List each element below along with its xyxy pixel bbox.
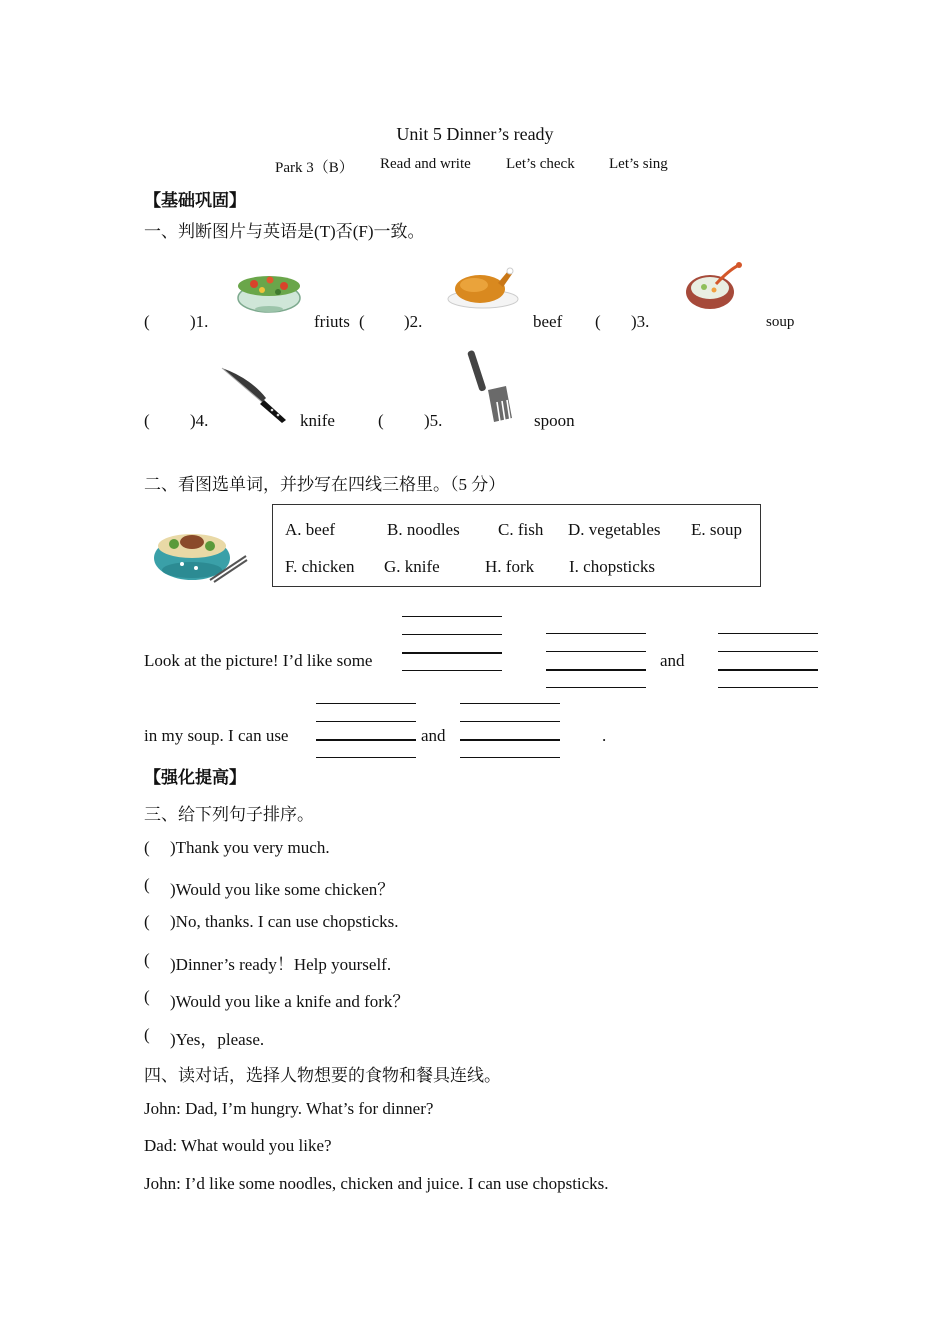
q1-item2-word: beef xyxy=(533,312,563,331)
option-d: D. vegetables xyxy=(568,520,661,539)
roast-chicken-icon xyxy=(446,265,520,309)
q3-sentence-2: )Would you like some chicken？ xyxy=(170,880,395,899)
dialogue-line-1: John: Dad, I’m hungry. What’s for dinner? xyxy=(144,1099,434,1118)
writing-lines-3[interactable] xyxy=(718,633,818,687)
writing-lines-5[interactable] xyxy=(460,703,560,757)
soup-bowl-icon xyxy=(684,262,744,312)
q2-and-2: and xyxy=(421,726,446,745)
q2-sentence2-start: in my soup. I can use xyxy=(144,726,289,745)
q1-item4-number: )4. xyxy=(190,411,209,430)
q1-instruction: 一、判断图片与英语是(T)否(F)一致。 xyxy=(144,222,425,241)
q1-item1-word: friuts xyxy=(314,312,350,331)
q2-sentence1-start: Look at the picture! I’d like some xyxy=(144,651,373,670)
dialogue-line-2: Dad: What would you like? xyxy=(144,1136,332,1155)
q3-sentence-5: )Would you like a knife and fork？ xyxy=(170,992,410,1011)
option-c: C. fish xyxy=(498,520,544,539)
subtitle-part: Park 3（B） xyxy=(275,160,354,176)
q2-period: . xyxy=(602,726,607,745)
q2-and-1: and xyxy=(660,651,685,670)
section-basic-heading: 【基础巩固】 xyxy=(144,191,246,210)
q1-item3-paren: ( xyxy=(595,312,601,331)
fork-icon xyxy=(470,350,518,424)
option-g: G. knife xyxy=(384,557,440,576)
q3-paren-2: ( xyxy=(144,875,150,894)
writing-lines-2[interactable] xyxy=(546,633,646,687)
q1-item4-paren: ( xyxy=(144,411,150,430)
page-title: Unit 5 Dinner’s ready xyxy=(396,124,554,144)
writing-lines-4[interactable] xyxy=(316,703,416,757)
writing-lines-1[interactable] xyxy=(402,616,502,670)
option-b: B. noodles xyxy=(387,520,460,539)
noodle-bowl-icon xyxy=(152,520,248,584)
q1-item5-paren: ( xyxy=(378,411,384,430)
q1-item2-number: )2. xyxy=(404,312,423,331)
q3-paren-1: ( xyxy=(144,838,150,857)
q3-sentence-3: )No, thanks. I can use chopsticks. xyxy=(170,912,399,931)
q3-paren-4: ( xyxy=(144,950,150,969)
q1-item5-word: spoon xyxy=(534,411,575,430)
q1-item1-number: )1. xyxy=(190,312,209,331)
q2-instruction: 二、看图选单词，并抄写在四线三格里。（5 分） xyxy=(144,475,506,494)
option-a: A. beef xyxy=(285,520,336,539)
q3-paren-3: ( xyxy=(144,912,150,931)
q3-sentence-6: )Yes，please. xyxy=(170,1030,265,1049)
q1-item3-number: )3. xyxy=(631,312,650,331)
q3-instruction: 三、给下列句子排序。 xyxy=(144,805,314,824)
knife-icon xyxy=(220,366,290,424)
option-h: H. fork xyxy=(485,557,535,576)
section-advanced-heading: 【强化提高】 xyxy=(144,768,246,787)
q1-item3-word: soup xyxy=(766,314,795,330)
q1-item4-word: knife xyxy=(300,411,335,430)
q1-item1-paren: ( xyxy=(144,312,150,331)
dialogue-line-3: John: I’d like some noodles, chicken and juice. I can use chopsticks. xyxy=(144,1174,609,1193)
subtitle-lets-sing: Let’s sing xyxy=(609,156,668,172)
q3-sentence-1: )Thank you very much. xyxy=(170,838,330,857)
q3-paren-5: ( xyxy=(144,987,150,1006)
subtitle-read-and-write: Read and write xyxy=(380,156,471,172)
q1-item2-paren: ( xyxy=(359,312,365,331)
q3-sentence-4: )Dinner’s ready！Help yourself. xyxy=(170,955,392,974)
subtitle-lets-check: Let’s check xyxy=(506,156,575,172)
option-e: E. soup xyxy=(691,520,742,539)
option-i: I. chopsticks xyxy=(569,557,655,576)
option-f: F. chicken xyxy=(285,557,355,576)
q4-instruction: 四、读对话，选择人物想要的食物和餐具连线。 xyxy=(144,1066,501,1085)
q3-paren-6: ( xyxy=(144,1025,150,1044)
salad-bowl-icon xyxy=(234,268,304,314)
q1-item5-number: )5. xyxy=(424,411,443,430)
